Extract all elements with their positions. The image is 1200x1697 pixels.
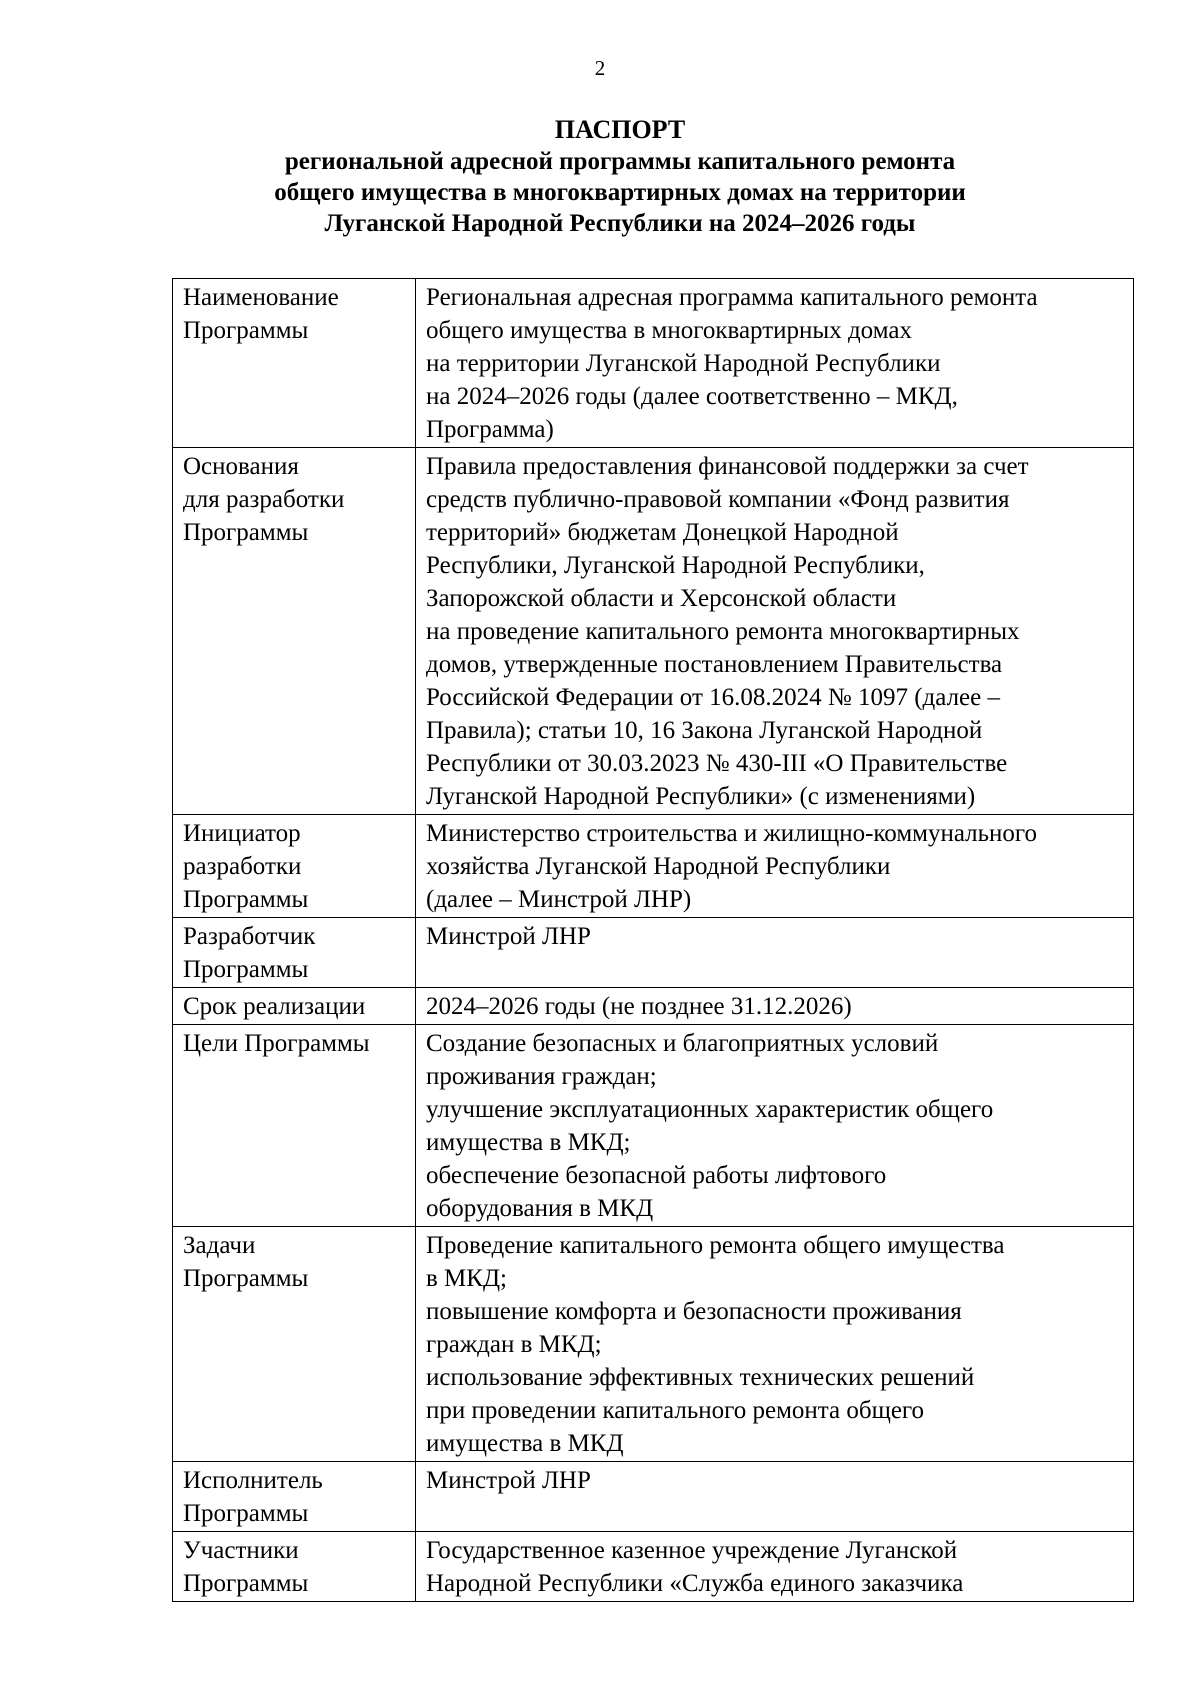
row-label-line: Цели Программы [183,1030,370,1057]
passport-table-body [173,279,1134,1602]
row-value-cell [416,918,1134,988]
row-label-line: Инициатор [183,820,301,847]
row-value-line: имущества в МКД [426,1430,624,1457]
table-row [173,918,1134,988]
row-value-cell [416,448,1134,815]
page-number: 2 [594,56,606,80]
table-row [173,1462,1134,1532]
row-value-line: Программа) [426,416,554,443]
row-value-line: Государственное казенное учреждение Луганской [426,1537,958,1564]
row-label-line: Программы [183,1265,309,1292]
row-label-line: Программы [183,519,309,546]
row-label-line: Разработчик [183,923,316,950]
row-value-line: повышение комфорта и безопасности проживания [426,1298,962,1325]
row-value-line: Республики, Луганской Народной Республики, [426,552,925,579]
title-line: Луганской Народной Республики на 2024–2026 годы [324,210,916,237]
table-row [173,448,1134,815]
row-value-line: Региональная адресная программа капитального ремонта [426,284,1038,311]
row-value-line: улучшение эксплуатационных характеристик общего [426,1096,994,1123]
row-value-line: Правила); статьи 10, 16 Закона Луганской Народной [426,717,983,744]
row-value-line: территорий» бюджетам Донецкой Народной [426,519,899,546]
row-value-line: проживания граждан; [426,1063,657,1090]
row-label-line: Программы [183,317,309,344]
row-value-line: (далее – Минстрой ЛНР) [426,886,692,913]
passport-table [172,278,1134,1602]
row-value-line: Народной Республики «Служба единого заказчика [426,1570,964,1597]
row-label-cell [173,1462,416,1532]
row-value-line: Запорожской области и Херсонской области [426,585,897,612]
document-title [160,114,1080,239]
row-value-line: Минстрой ЛНР [426,923,591,950]
row-value-line: на территории Луганской Народной Республики [426,350,941,377]
row-value-cell [416,1532,1134,1602]
row-value-line: общего имущества в многоквартирных домах [426,317,912,344]
row-label-line: Программы [183,1570,309,1597]
row-label-line: Программы [183,1500,309,1527]
row-label-line: для разработки [183,486,345,513]
row-value-line: 2024–2026 годы (не позднее 31.12.2026) [426,993,852,1020]
row-value-line: Проведение капитального ремонта общего имущества [426,1232,1005,1259]
table-row [173,988,1134,1025]
row-value-line: средств публично-правовой компании «Фонд развития [426,486,1010,513]
row-value-line: использование эффективных технических решений [426,1364,975,1391]
row-value-line: обеспечение безопасной работы лифтового [426,1162,887,1189]
row-value-cell [416,815,1134,918]
row-value-line: Создание безопасных и благоприятных условий [426,1030,939,1057]
row-value-line: на проведение капитального ремонта многоквартирных [426,618,1020,645]
row-value-cell [416,279,1134,448]
row-value-line: Правила предоставления финансовой поддержки за счет [426,453,1029,480]
table-row [173,815,1134,918]
table-row [173,1025,1134,1227]
row-label-line: Программы [183,956,309,983]
row-value-line: Минстрой ЛНР [426,1467,591,1494]
row-value-cell [416,1227,1134,1462]
row-label-line: Задачи [183,1232,256,1259]
table-row [173,1227,1134,1462]
title-line: общего имущества в многоквартирных домах на территории [274,179,966,206]
row-value-line: Российской Федерации от 16.08.2024 № 1097 (далее – [426,684,1000,711]
row-label-cell [173,988,416,1025]
row-value-line: хозяйства Луганской Народной Республики [426,853,891,880]
row-value-line: оборудования в МКД [426,1195,654,1222]
row-label-line: Участники [183,1537,299,1564]
row-label-line: Основания [183,453,299,480]
row-label-cell [173,815,416,918]
row-value-line: на 2024–2026 годы (далее соответственно – МКД, [426,383,958,410]
row-label-cell [173,1025,416,1227]
row-value-line: Министерство строительства и жилищно-коммунального [426,820,1038,847]
row-label-line: разработки [183,853,302,880]
row-label-cell [173,918,416,988]
row-value-line: Республики от 30.03.2023 № 430-III «О Правительстве [426,750,1008,777]
row-value-line: граждан в МКД; [426,1331,602,1358]
title-main: ПАСПОРТ [554,115,686,144]
row-label-line: Программы [183,886,309,913]
table-row [173,1532,1134,1602]
row-value-line: Луганской Народной Республики» (с изменениями) [426,783,976,810]
row-label-line: Срок реализации [183,993,366,1020]
row-label-cell [173,279,416,448]
title-line: региональной адресной программы капитального ремонта [284,148,956,175]
row-label-cell [173,1227,416,1462]
row-value-cell [416,988,1134,1025]
row-label-cell [173,448,416,815]
row-value-line: в МКД; [426,1265,507,1292]
table-row [173,279,1134,448]
row-value-cell [416,1462,1134,1532]
row-label-line: Наименование [183,284,339,311]
row-value-line: при проведении капитального ремонта общего [426,1397,925,1424]
row-value-cell [416,1025,1134,1227]
row-value-line: домов, утвержденные постановлением Правительства [426,651,1003,678]
row-label-cell [173,1532,416,1602]
row-label-line: Исполнитель [183,1467,323,1494]
row-value-line: имущества в МКД; [426,1129,631,1156]
